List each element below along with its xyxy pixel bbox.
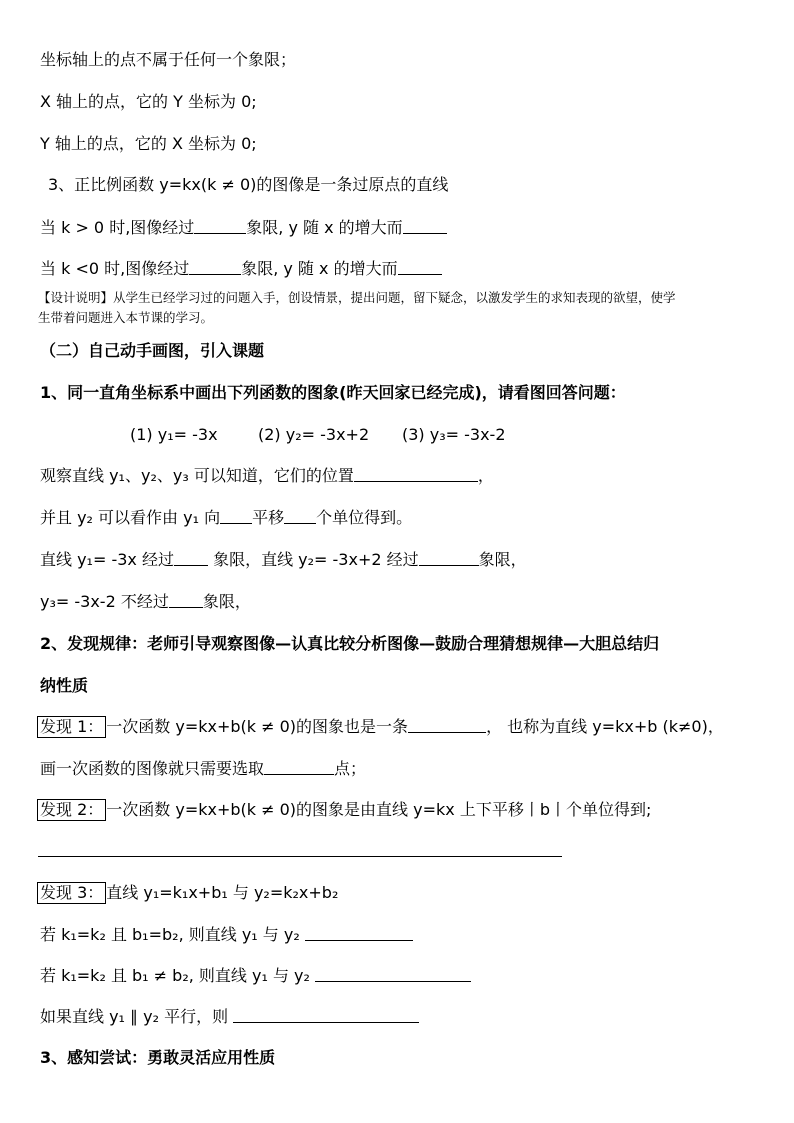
- text-line: 纳性质: [40, 676, 89, 695]
- blank-line[interactable]: [398, 259, 442, 275]
- question-heading: 2、发现规律：老师引导观察图像—认真比较分析图像—鼓励合理猜想规律—大胆总结归: [40, 634, 660, 653]
- function-2: (2) y₂= -3x+2: [258, 425, 370, 444]
- blank-line[interactable]: [233, 1007, 419, 1023]
- section-heading: （二）自己动手画图，引入课题: [40, 341, 265, 360]
- text-line: 坐标轴上的点不属于任何一个象限；: [40, 50, 297, 69]
- question-heading: 1、同一直角坐标系中画出下列函数的图象(昨天回家已经完成)，请看图回答问题：: [40, 383, 626, 402]
- text-line: 发现 3： 直线 y₁=k₁x+b₁ 与 y₂=k₂x+b₂: [37, 882, 338, 904]
- design-note: 【设计说明】从学生已经学习过的问题入手，创设情景，提出问题，留下疑念，以激发学生的求知表现的欲望，使学: [38, 290, 676, 305]
- answer-line[interactable]: [38, 856, 562, 857]
- text-line: 若 k₁=k₂ 且 b₁=b₂, 则直线 y₁ 与 y₂: [40, 925, 413, 945]
- blank-line[interactable]: [220, 508, 252, 524]
- blank-line[interactable]: [174, 550, 208, 566]
- blank-line[interactable]: [408, 717, 486, 733]
- text-line: 并且 y₂ 可以看作由 y₁ 向 平移 个单位得到。: [40, 508, 413, 527]
- blank-line[interactable]: [264, 759, 334, 775]
- text-line: 观察直线 y₁、y₂、y₃ 可以知道，它们的位置 ，: [40, 466, 494, 485]
- blank-line[interactable]: [305, 925, 413, 941]
- text-line: X 轴上的点，它的 Y 坐标为 0;: [40, 92, 257, 111]
- blank-line[interactable]: [403, 218, 447, 234]
- blank-line[interactable]: [189, 259, 241, 275]
- blank-line[interactable]: [354, 466, 478, 482]
- text-line: 当 k > 0 时,图像经过 象限, y 随 x 的增大而: [40, 218, 447, 238]
- discovery-1-label: 发现 1：: [37, 716, 106, 738]
- blank-line[interactable]: [419, 550, 479, 566]
- blank-line[interactable]: [284, 508, 316, 524]
- text-line: 直线 y₁= -3x 经过 象限，直线 y₂= -3x+2 经过 象限，: [40, 550, 527, 569]
- text-line: 如果直线 y₁ ∥ y₂ 平行，则: [40, 1007, 419, 1027]
- blank-line[interactable]: [315, 966, 471, 982]
- blank-line[interactable]: [169, 592, 203, 608]
- text-line: y₃= -3x-2 不经过 象限，: [40, 592, 251, 611]
- text-line: 发现 2： 一次函数 y=kx+b(k ≠ 0)的图象是由直线 y=kx 上下平移丨b丨个单位得到;: [37, 799, 651, 821]
- question-heading: 3、感知尝试：勇敢灵活应用性质: [40, 1048, 276, 1067]
- text-line: 画一次函数的图像就只需要选取 点；: [40, 759, 367, 778]
- text-line: 若 k₁=k₂ 且 b₁ ≠ b₂, 则直线 y₁ 与 y₂: [40, 966, 471, 986]
- text-line: 当 k <0 时,图像经过 象限, y 随 x 的增大而: [40, 259, 442, 279]
- design-note: 生带着问题进入本节课的学习。: [38, 310, 214, 325]
- blank-line[interactable]: [194, 218, 246, 234]
- function-3: (3) y₃= -3x-2: [402, 425, 506, 444]
- text-line: 发现 1： 一次函数 y=kx+b(k ≠ 0)的图象也是一条 ， 也称为直线 y=kx+b (k≠0)，: [37, 716, 724, 738]
- discovery-3-label: 发现 3：: [37, 882, 106, 904]
- function-1: (1) y₁= -3x: [130, 425, 218, 444]
- text-line: 3、正比例函数 y=kx(k ≠ 0)的图像是一条过原点的直线: [48, 175, 449, 194]
- text-line: Y 轴上的点，它的 X 坐标为 0;: [40, 134, 257, 153]
- discovery-2-label: 发现 2：: [37, 799, 106, 821]
